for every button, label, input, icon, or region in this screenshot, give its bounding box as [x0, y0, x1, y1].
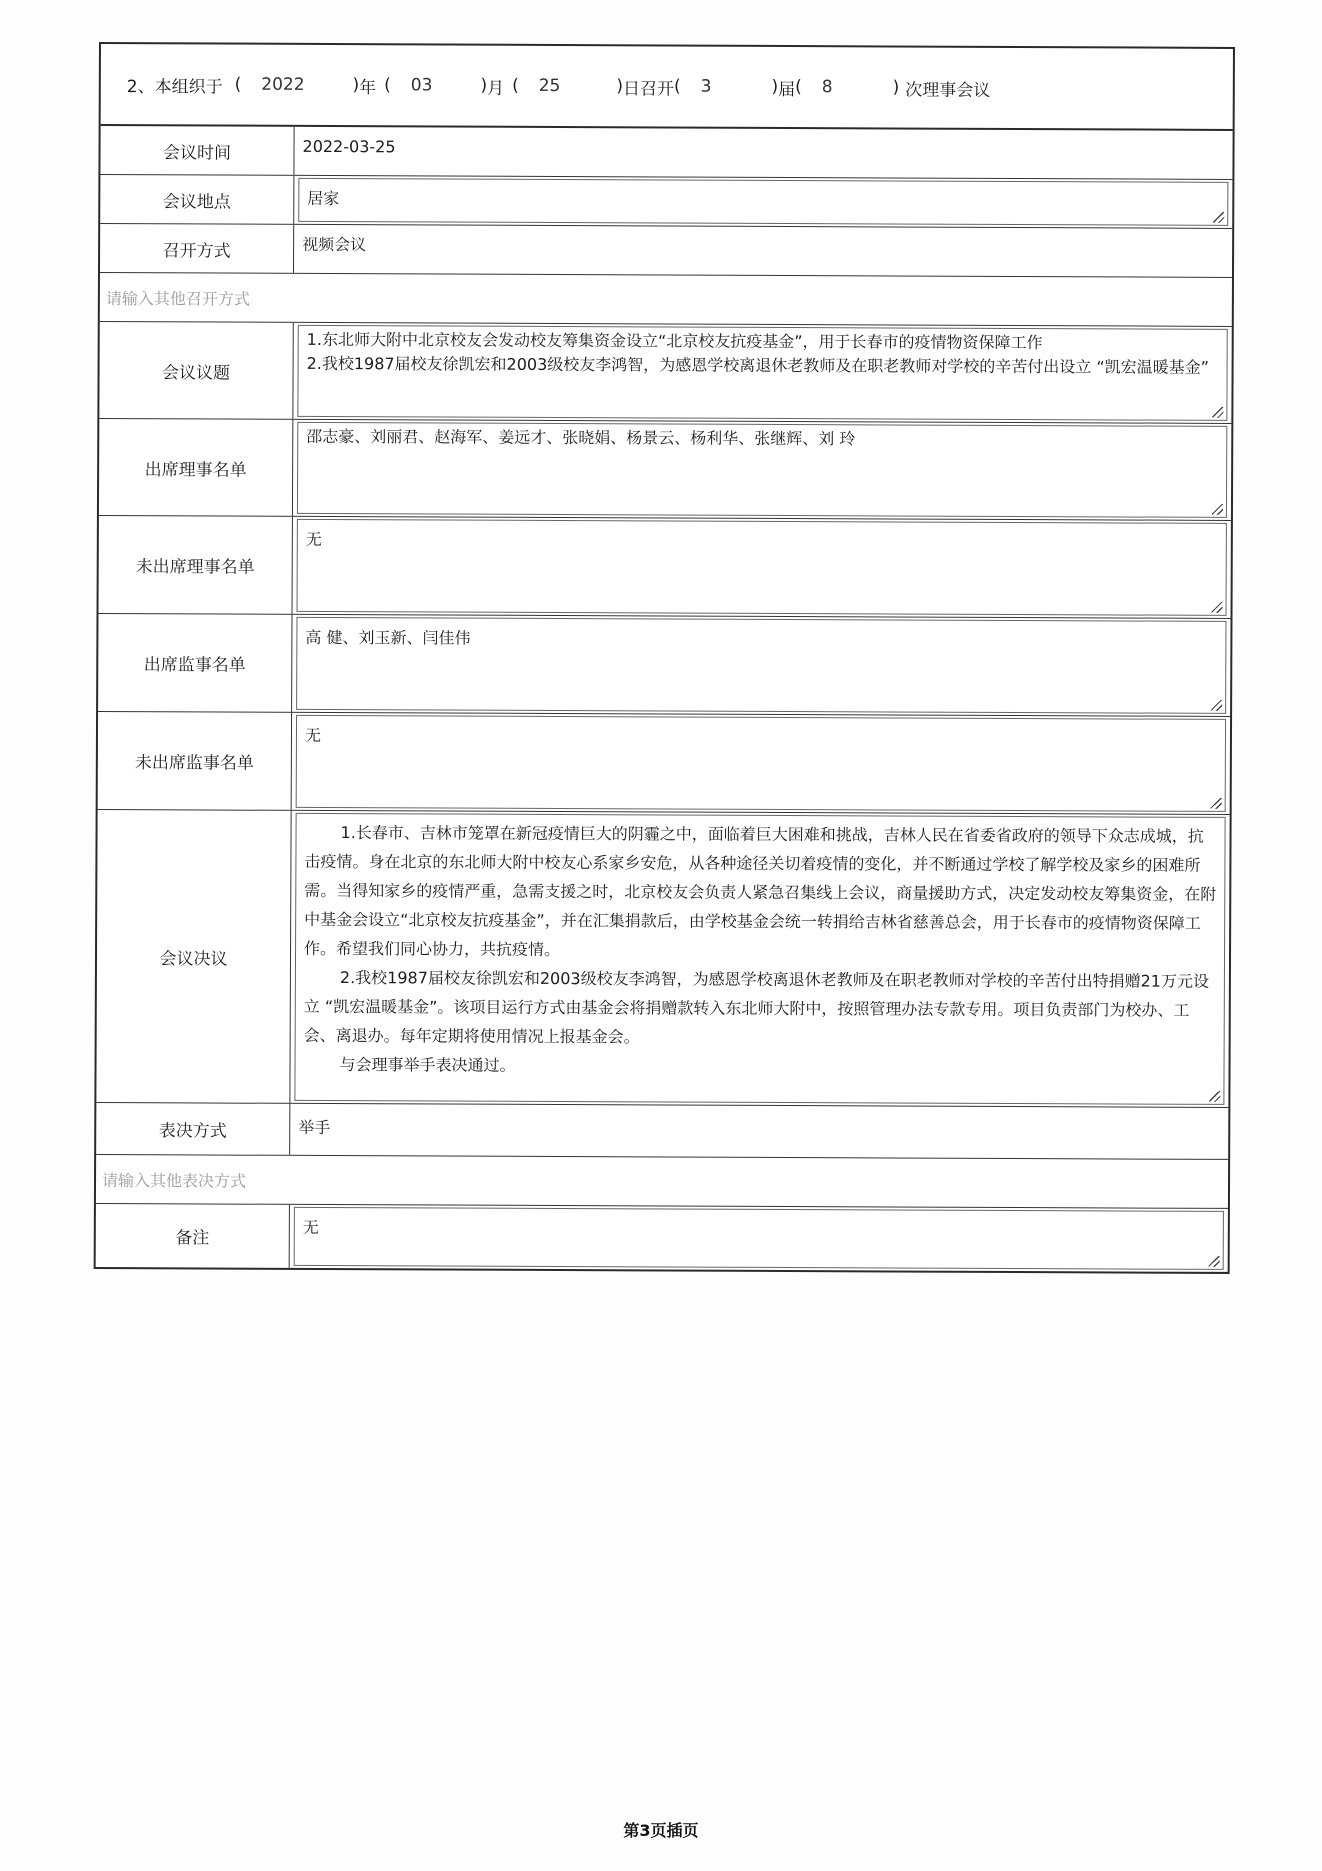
other-method-input[interactable]: 请输入其他召开方式 [100, 273, 1232, 327]
absent-directors-field[interactable] [297, 519, 1227, 616]
row-meeting-method [100, 224, 1232, 278]
present-supervisors-label: 出席监事名单 [98, 614, 292, 712]
resize-handle-icon[interactable] [1213, 212, 1224, 223]
year-unit: 年 [359, 77, 377, 98]
present-directors-field[interactable] [297, 422, 1227, 518]
present-directors-label: 出席理事名单 [99, 419, 293, 516]
count-unit: 次理事会议 [905, 80, 991, 101]
resize-handle-icon[interactable] [1212, 602, 1223, 613]
meeting-time-label: 会议时间 [100, 126, 294, 175]
meeting-time-field[interactable]: 2022-03-25 [302, 136, 396, 157]
month-value[interactable]: 03 [410, 75, 433, 96]
meeting-place-value: 居家 [307, 188, 340, 209]
session-value[interactable]: 3 [700, 76, 712, 97]
resolution-paragraph: 2.我校1987届校友徐凯宏和2003级校友李鸿智，为感恩学校离退休老教师及在职老教师对学校的辛苦付出特捐赠21万元设立 “凯宏温暖基金”。该项目运行方式由基金会将捐赠款转入东北师大附中，按照管理办法专款专用。项目负责部门为校办、工会、离退办。每年定期将使用情况上报基金会。 [303, 968, 1210, 1047]
present-directors-value: 邵志豪、刘丽君、赵海军、姜远才、张晓娟、杨景云、杨利华、张继辉、刘 玲 [306, 426, 856, 449]
row-absent-directors [99, 516, 1231, 619]
resolution-label: 会议决议 [96, 810, 291, 1103]
row-meeting-topic [99, 322, 1231, 424]
resize-handle-icon[interactable] [1212, 407, 1223, 418]
meeting-place-field[interactable] [298, 178, 1228, 226]
day-unit: 日召开 [622, 78, 675, 100]
row-present-supervisors [98, 614, 1230, 717]
resize-handle-icon[interactable] [1212, 504, 1223, 515]
resize-handle-icon[interactable] [1211, 700, 1222, 711]
row-absent-supervisors [98, 712, 1230, 815]
absent-directors-value: 无 [305, 529, 322, 549]
meeting-topic-label: 会议议题 [99, 322, 293, 419]
meeting-place-label: 会议地点 [100, 175, 294, 224]
meeting-method-label: 召开方式 [100, 224, 294, 273]
absent-supervisors-field[interactable] [296, 715, 1226, 812]
vote-method-field[interactable]: 举手 [298, 1117, 331, 1138]
row-present-directors [99, 419, 1231, 521]
page-footer: 第3页插页 [623, 1821, 699, 1840]
absent-supervisors-label: 未出席监事名单 [98, 712, 292, 810]
header-prefix: 2、本组织于 [126, 76, 223, 98]
remarks-label: 备注 [96, 1204, 290, 1268]
topic-line: 1.东北师大附中北京校友会发动校友筹集资金设立“北京校友抗疫基金”，用于长春市的疫情物资保障工作 [306, 329, 1043, 353]
row-vote-method [96, 1103, 1228, 1160]
absent-directors-label: 未出席理事名单 [99, 516, 293, 614]
meeting-method-field[interactable]: 视频会议 [302, 234, 367, 255]
absent-supervisors-value: 无 [304, 725, 322, 745]
count-value[interactable]: 8 [821, 77, 833, 98]
year-value[interactable]: 2022 [261, 74, 305, 95]
month-unit: 月 [487, 78, 505, 99]
meeting-form [94, 42, 1235, 1274]
meeting-topic-field[interactable] [297, 325, 1227, 421]
meeting-header: 2、本组织于 ( 2022 ) 年 ( 03 ) 月 ( 25 ) 日召开 ( 3 ) 届 ( 8 ) 次理事会议 [101, 44, 1233, 131]
other-vote-input[interactable]: 请输入其他表决方式 [96, 1155, 1228, 1209]
remarks-value: 无 [302, 1217, 319, 1237]
row-resolution [96, 810, 1229, 1108]
vote-method-label: 表决方式 [96, 1103, 290, 1155]
row-remarks [96, 1204, 1228, 1272]
resolution-field[interactable] [294, 813, 1225, 1105]
resize-handle-icon[interactable] [1209, 1256, 1220, 1267]
resize-handle-icon[interactable] [1211, 798, 1222, 809]
session-unit: 届 [778, 79, 796, 100]
resize-handle-icon[interactable] [1209, 1091, 1220, 1102]
present-supervisors-field[interactable] [296, 617, 1226, 714]
resolution-paragraph: 1.长春市、吉林市笼罩在新冠疫情巨大的阴霾之中，面临着巨大困难和挑战，吉林人民在省委省政府的领导下众志成城，抗击疫情。身在北京的东北师大附中校友心系家乡安危，从各种途径关切着疫情的变化，并不断通过学校了解学校及家乡的困难所需。当得知家乡的疫情严重，急需支援之时，北京校友会负责人紧急召集线上会议，商量援助方式，决定发动校友筹集资金，在附中基金会设立“北京校友抗疫基金”，并在汇集捐款后，由学校基金会统一转捐给吉林省慈善总会，用于长春市的疫情物资保障工作。希望我们同心协力，共抗疫情。 [304, 823, 1217, 960]
row-meeting-time [100, 126, 1232, 180]
day-value[interactable]: 25 [538, 75, 561, 97]
resolution-paragraph: 与会理事举手表决通过。 [339, 1055, 516, 1075]
topic-line: 2.我校1987届校友徐凯宏和2003级校友李鸿智，为感恩学校离退休老教师及在职老教师对学校的辛苦付出设立 “凯宏温暖基金” [306, 353, 1210, 377]
remarks-field[interactable] [294, 1207, 1224, 1270]
present-supervisors-value: 高 健、刘玉新、闫佳伟 [305, 627, 471, 648]
row-meeting-place [100, 175, 1232, 229]
